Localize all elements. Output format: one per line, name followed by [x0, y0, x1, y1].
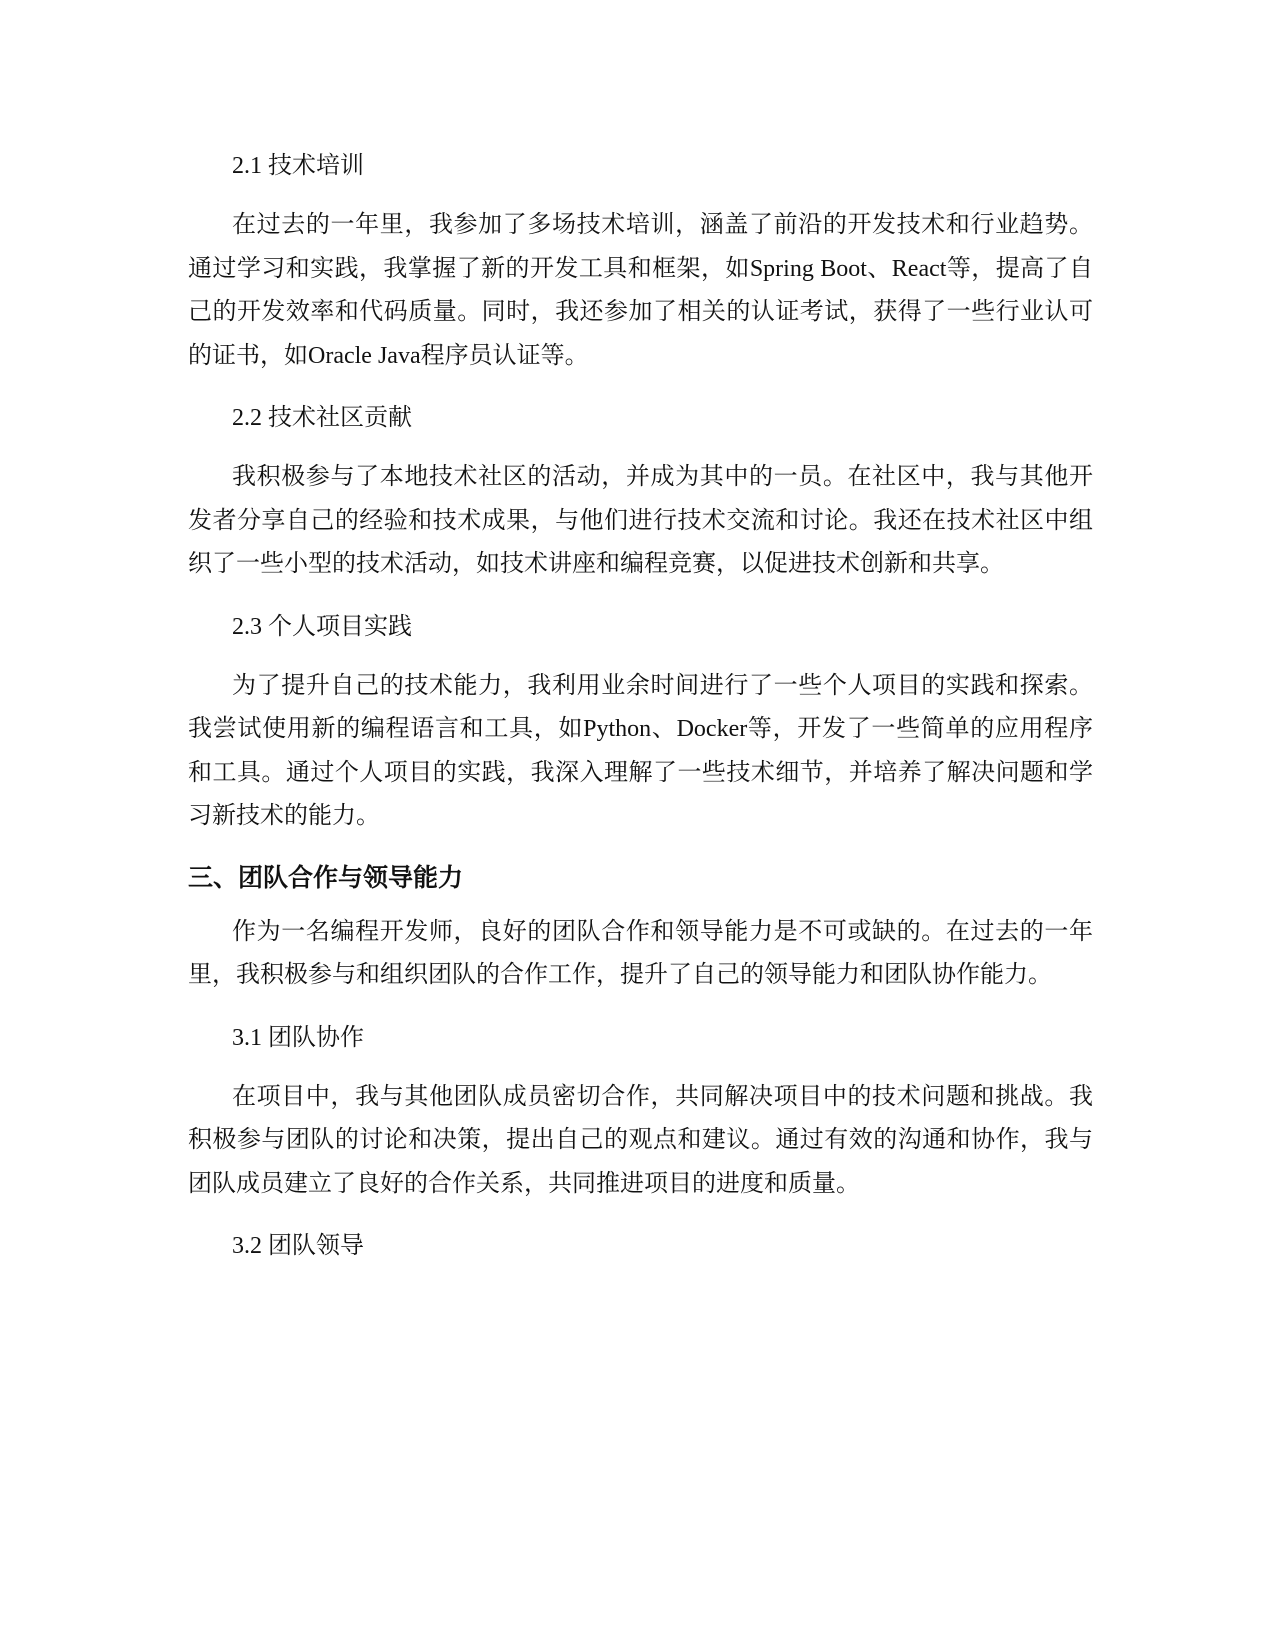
section-title-teamwork: 三、团队合作与领导能力 [188, 862, 464, 892]
subsection-heading-2-1: 2.1 技术培训 [232, 153, 364, 179]
subsection-heading-3-2: 3.2 团队领导 [232, 1233, 364, 1259]
paragraph-technical-training: 在过去的一年里，我参加了多场技术培训，涵盖了前沿的开发技术和行业趋势。通过学习和实践，我掌握了新的开发工具和框架，如Spring Boot、React等，提高了自己的开发效率和代码质量。同时，我还参加了相关的认证考试，获得了一些行业认可的证书，如Oracle Java程序员认证等。 [188, 212, 1093, 369]
paragraph-community-contribution: 我积极参与了本地技术社区的活动，并成为其中的一员。在社区中，我与其他开发者分享自己的经验和技术成果，与他们进行技术交流和讨论。我还在技术社区中组织了一些小型的技术活动，如技术讲座和编程竞赛，以促进技术创新和共享。 [188, 464, 1093, 577]
subsection-heading-2-2: 2.2 技术社区贡献 [232, 405, 412, 431]
subsection-heading-3-1: 3.1 团队协作 [232, 1024, 364, 1051]
paragraph-team-collaboration: 在项目中，我与其他团队成员密切合作，共同解决项目中的技术问题和挑战。我积极参与团队的讨论和决策，提出自己的观点和建议。通过有效的沟通和协作，我与团队成员建立了良好的合作关系，共同推进项目的进度和质量。 [188, 1083, 1093, 1197]
paragraph-teamwork-intro: 作为一名编程开发师，良好的团队合作和领导能力是不可或缺的。在过去的一年里，我积极参与和组织团队的合作工作，提升了自己的领导能力和团队协作能力。 [188, 918, 1093, 988]
paragraph-personal-projects: 为了提升自己的技术能力，我利用业余时间进行了一些个人项目的实践和探索。我尝试使用新的编程语言和工具，如Python、Docker等，开发了一些简单的应用程序和工具。通过个人项目的实践，我深入理解了一些技术细节，并培养了解决问题和学习新技术的能力。 [188, 672, 1093, 829]
document-body [188, 150, 1093, 1262]
subsection-heading-2-3: 2.3 个人项目实践 [232, 613, 412, 640]
